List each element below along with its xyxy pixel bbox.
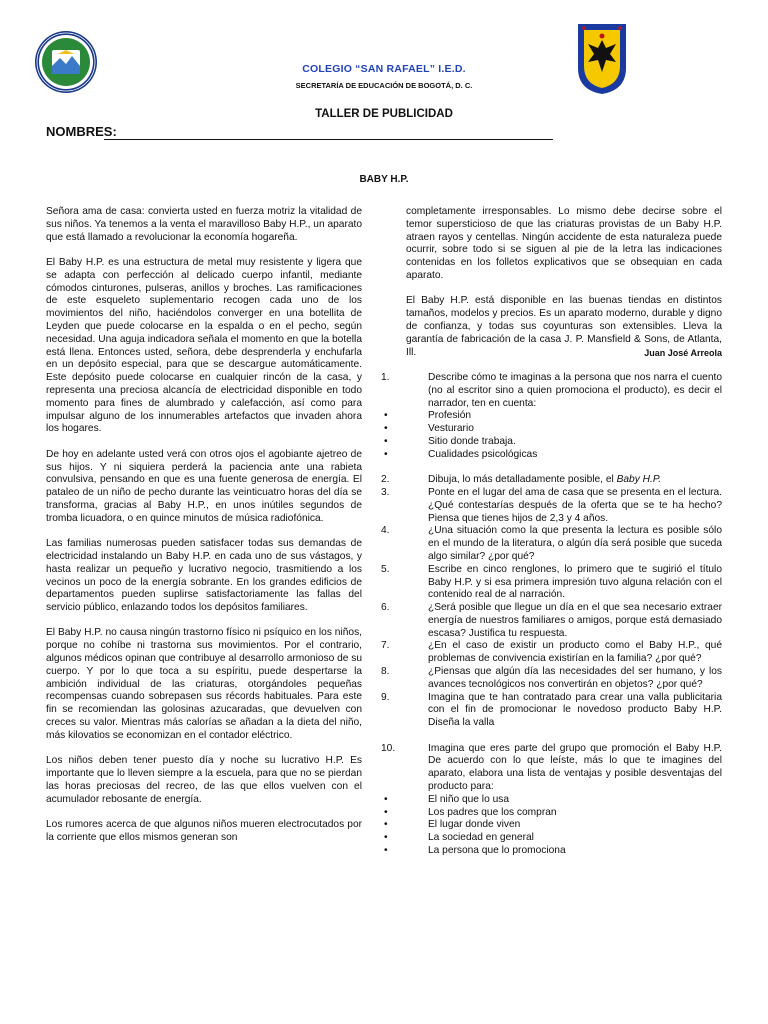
question-number: 9. (381, 691, 390, 703)
list-item: • Sitio donde trabaja. (406, 436, 722, 449)
question-number: 10. (381, 742, 396, 754)
names-fill-line[interactable] (104, 139, 553, 140)
list-item: • Cualidades psicológicas (406, 449, 722, 462)
question-text: Imagina que eres parte del grupo que promoción el Baby H.P. De acuerdo con lo que leíste, más lo que te imagines del aparato, elabora una lista de ventajas y posible desventajas del producto para: (428, 742, 722, 793)
question-number: 3. (381, 486, 390, 498)
school-name: COLEGIO “SAN RAFAEL” I.E.D. (302, 63, 466, 75)
story-paragraph: Señora ama de casa: convierta usted en fuerza motriz la vitalidad de sus niños. Ya tenemos a la venta el maravilloso Baby H.P., un aparato que está llamado a revolucionar la economía hogareña. (46, 206, 362, 243)
list-item: • Los padres que los compran (406, 807, 722, 820)
story-title: BABY H.P. (359, 174, 409, 185)
question-item (381, 666, 722, 692)
question-text: ¿Será posible que llegue un día en el que sea necesario extraer energía de nuestros familiares o amigos, porque está demasiado escasa? Justifica tu respuesta. (428, 602, 722, 639)
question-item (381, 742, 722, 794)
question-text: ¿En el caso de existir un producto como el Baby H.P., qué problemas de convivencia existirían en la familia? ¿por qué? (428, 640, 722, 665)
questions-list (381, 371, 722, 858)
q10-bullet-list (406, 794, 722, 858)
question-item (381, 602, 722, 640)
question-text: ¿Piensas que algún día las necesidades del ser humano, y los avances tecnológicos nos convertirán en objetos? ¿por qué? (428, 666, 722, 690)
question-item (381, 563, 722, 602)
question-text: Escribe en cinco renglones, lo primero que te sugirió el título Baby H.P. y si esa primera impresión tuvo alguna relación con el contenido real de al narración. (428, 563, 722, 601)
question-number: 6. (381, 602, 390, 614)
question-number: 8. (381, 666, 390, 678)
list-item: • El lugar donde viven (406, 819, 722, 832)
secretaria-line: SECRETARÍA DE EDUCACIÓN DE BOGOTÁ, D. C. (295, 81, 473, 90)
story-right-column (381, 206, 722, 858)
story-left-column (46, 206, 362, 857)
q1-bullet-list (406, 410, 722, 461)
question-item (381, 371, 722, 410)
list-item: • Profesión (406, 410, 722, 423)
question-text-italic: Baby H.P. (616, 474, 662, 486)
question-number: 1. (381, 371, 390, 383)
story-paragraph: El Baby H.P. no causa ningún trastorno físico ni psíquico en los niños, porque no cohíbe ni trastorna sus movimientos. Por el contrario, algunos médicos opinan que contribuye al desarrollo armonioso de su cuerpo. Y por lo que toca a su espíritu, puede despertarse la ambición individual de las criaturas, otorgándoles pequeñas recompensas cuando sobrepasen sus récords habituales. Para este fin se recomiendan las golosinas azucaradas, que devuelven con creces su valor. Mientras más calorías se añadan a la dieta del niño, más kilovatios se economizan en el contador eléctrico. (46, 627, 363, 741)
author-name: Juan José Arreola (644, 347, 722, 358)
question-item (381, 486, 722, 525)
question-item (381, 640, 722, 666)
question-number: 4. (381, 525, 390, 537)
question-item (381, 691, 722, 730)
question-text: Dibuja, lo más detalladamente posible, el (428, 474, 617, 486)
workshop-title: TALLER DE PUBLICIDAD (315, 108, 453, 120)
question-number: 5. (381, 563, 390, 575)
question-text: Describe cómo te imaginas a la persona que nos narra el cuento (no al escritor sino a quien promociona el producto), es decir el narrador, ten en cuenta: (428, 371, 722, 409)
story-paragraph: El Baby H.P. es una estructura de metal muy resistente y ligera que se adapta con perfección al delicado cuerpo infantil, mediante cómodos cinturones, pulseras, anillos y broches. Las ramificaciones de este esqueleto suplementario recogen cada uno de los movimientos del niño, haciéndolos converger en una botellita de Leyden que puede colocarse en la espalda o en el pecho, según necesidad. Una aguja indicadora señala el momento en que la botella está llena. Entonces usted, señora, debe desprenderla y enchufarla en un depósito especial, para que se descargue automáticamente. Este depósito puede colocarse en cualquier rincón de la casa, y representa una preciosa alcancía de electricidad disponible en todo momento para fines de alumbrado y calefacción, así como para impulsar alguno de los innumerables artefactos que invaden ahora los hogares. (46, 256, 362, 435)
list-item: • La sociedad en general (406, 832, 722, 845)
question-text: Ponte en el lugar del ama de casa que se presenta en el lectura. ¿Qué contestarías después de la oferta que se te ha hecho? Piensa que tienes hijos de 2,3 y 4 años. (428, 486, 722, 524)
story-closing-paragraph (406, 295, 722, 359)
list-item: • Vesturario (406, 423, 722, 436)
list-item: • El niño que lo usa (406, 794, 722, 807)
question-number: 2. (381, 474, 390, 486)
names-label: NOMBRES: (46, 124, 117, 139)
story-paragraph: El Baby H.P. está disponible en las buenas tiendas en distintos tamaños, modelos y precios. Es un aparato moderno, durable y digno de confianza, y todas sus coyunturas son extensibles. Lleva la garantía de fabricación de la casa J. P. Mansfield & Sons, de Atlanta, Ill. (406, 295, 722, 358)
question-item (381, 474, 722, 487)
story-paragraph: De hoy en adelante usted verá con otros ojos el agobiante ajetreo de sus hijos. Y ni siquiera perderá la paciencia ante una rabieta convulsiva, pensando en que es una fuente generosa de energía. El pataleo de un niño de pecho durante las veinticuatro horas del día se transforma, gracias al Baby H.P., en unos inútiles segundos de tromba licuadora, o en quince minutos de música radiofónica. (46, 448, 362, 524)
story-paragraph: Los niños deben tener puesto día y noche su lucrativo H.P. Es importante que lo lleven siempre a la escuela, para que no se pierdan las horas preciosas del recreo, de las que ellos vuelven con el acumulador rebosante de energía. (46, 755, 362, 805)
story-paragraph: completamente irresponsables. Lo mismo debe decirse sobre el temor supersticioso de que las criaturas provistas de un Baby H.P. atraen rayos y centellas. Ningún accidente de esta naturaleza puede ocurrir, sobre todo si se siguen al pie de la letra las indicaciones contenidas en los folletos explicativos que se obsequian en cada aparato. (406, 206, 722, 281)
list-item: • La persona que lo promociona (406, 845, 722, 858)
question-number: 7. (381, 640, 390, 652)
story-paragraph: Las familias numerosas pueden satisfacer todas sus demandas de electricidad instalando un Baby H.P. en cada uno de sus vástagos, y hasta realizar un pequeño y lucrativo negocio, trasmitiendo a los vecinos un poco de la energía sobrante. En los grandes edificios de departamentos pueden suplirse satisfactoriamente las fallas del servicio público, enlazando todos los depósitos familiares. (46, 538, 362, 614)
question-text: ¿Una situación como la que presenta la lectura es posible sólo en el mundo de la literatura, o algún día será posible que suceda algo similar? ¿por qué? (428, 525, 722, 562)
question-item (381, 525, 722, 563)
story-paragraph: Los rumores acerca de que algunos niños mueren electrocutados por la corriente que ellos mismos generan son (46, 819, 362, 843)
question-text: Imagina que te han contratado para crear una valla publicitaria con el fin de promocionar le novedoso producto Baby H.P. Diseña la valla (428, 691, 722, 729)
